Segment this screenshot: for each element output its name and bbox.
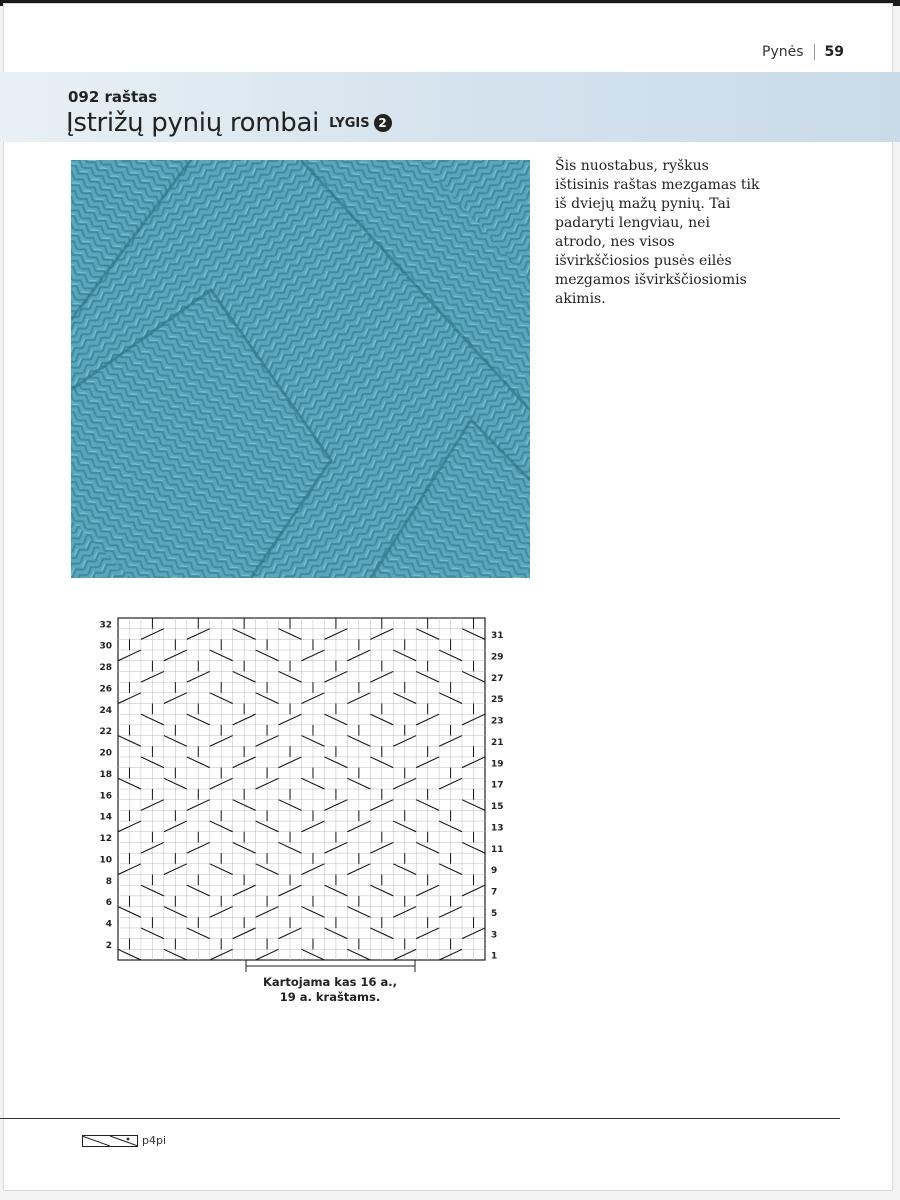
knitting-chart	[90, 614, 520, 974]
chart-left-row-labels	[99, 620, 112, 951]
row-label-left: 20	[99, 748, 112, 759]
level-badge: 2	[374, 114, 392, 132]
row-label-left: 26	[99, 684, 112, 695]
row-label-left: 32	[99, 620, 112, 631]
row-label-right: 23	[491, 716, 504, 727]
knitted-swatch-photo	[71, 160, 530, 578]
row-label-right: 9	[491, 866, 498, 877]
row-label-right: 3	[491, 930, 498, 941]
row-label-left: 8	[105, 876, 112, 887]
row-label-right: 19	[491, 759, 504, 770]
row-label-right: 5	[491, 908, 498, 919]
row-label-right: 21	[491, 737, 504, 748]
pattern-title: Įstrižų pynių rombai	[66, 108, 320, 138]
row-label-left: 30	[99, 641, 112, 652]
row-label-right: 1	[491, 951, 498, 962]
cable-symbol-icon	[82, 1135, 138, 1147]
row-label-right: 13	[491, 823, 504, 834]
row-label-right: 29	[491, 652, 504, 663]
footer-rule	[0, 1118, 840, 1119]
row-label-right: 7	[491, 887, 498, 898]
level-text: LYGIS	[329, 116, 370, 131]
row-label-left: 22	[99, 727, 112, 738]
repeat-bracket	[246, 960, 415, 972]
header-separator	[814, 44, 815, 60]
row-label-left: 24	[99, 705, 112, 716]
title-row	[66, 108, 392, 138]
chart-caption	[240, 975, 420, 1005]
page-number: 59	[824, 44, 844, 60]
row-label-left: 10	[99, 855, 112, 866]
row-label-right: 11	[491, 844, 504, 855]
row-label-right: 17	[491, 780, 504, 791]
row-label-right: 27	[491, 673, 504, 684]
running-header	[762, 44, 844, 60]
pattern-number: 092 raštas	[68, 88, 158, 106]
legend-label: p4pi	[142, 1134, 167, 1147]
chart-grid	[118, 618, 485, 960]
pattern-description: Šis nuostabus, ryškus ištisinis raštas mezgamas tik iš dviejų mažų pynių. Tai padaryti lengviau, nei atrodo, nes visos išvirkščiosios pusės eilės mezgamos išvirkščiosiomis akimis.	[555, 158, 760, 307]
row-label-left: 6	[105, 898, 112, 909]
section-name: Pynės	[762, 44, 804, 60]
row-label-right: 15	[491, 802, 504, 813]
symbol-legend	[82, 1134, 166, 1147]
row-label-left: 16	[99, 791, 112, 802]
row-label-left: 28	[99, 663, 112, 674]
row-label-left: 18	[99, 769, 112, 780]
chart-right-row-labels	[491, 631, 504, 962]
row-label-left: 4	[105, 919, 112, 930]
caption-line-2: 19 a. kraštams.	[279, 990, 381, 1004]
caption-line-1: Kartojama kas 16 a.,	[263, 975, 397, 989]
row-label-right: 31	[491, 631, 504, 642]
row-label-right: 25	[491, 695, 504, 706]
row-label-left: 2	[105, 940, 112, 951]
level-label	[329, 114, 392, 132]
row-label-left: 14	[99, 812, 112, 823]
row-label-left: 12	[99, 834, 112, 845]
